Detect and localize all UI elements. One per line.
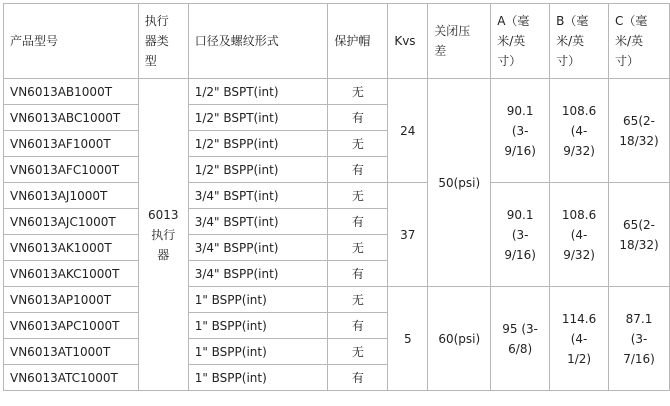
- model-cell: VN6013AJ1000T: [4, 183, 139, 209]
- dim-line: 9/32): [563, 143, 595, 158]
- cap-cell: 无: [328, 183, 388, 209]
- dim-line: 95 (3-: [502, 321, 539, 336]
- dim-line: 108.6: [561, 207, 597, 222]
- cap-cell: 无: [328, 131, 388, 157]
- dim-line: 65(2-: [623, 113, 655, 128]
- dim-line: 90.1: [506, 103, 534, 118]
- actuator-line: 6013: [147, 207, 179, 222]
- dim-line: 90.1: [506, 207, 534, 222]
- cap-cell: 有: [328, 365, 388, 391]
- dim-line: 9/16): [504, 143, 536, 158]
- table-row: [4, 79, 670, 105]
- header-a: [491, 4, 550, 79]
- cap-cell: 有: [328, 157, 388, 183]
- dim-line: (3-: [630, 331, 648, 346]
- model-cell: VN6013AP1000T: [4, 287, 139, 313]
- header-port: 口径及螺纹形式: [188, 4, 328, 79]
- dim-line: (3-: [511, 227, 529, 242]
- header-actuator-type: [138, 4, 188, 79]
- port-cell: 1" BSPP(int): [188, 287, 328, 313]
- port-cell: 1" BSPP(int): [188, 339, 328, 365]
- cap-cell: 无: [328, 235, 388, 261]
- port-cell: 3/4" BSPP(int): [188, 261, 328, 287]
- cap-cell: 有: [328, 261, 388, 287]
- model-cell: VN6013APC1000T: [4, 313, 139, 339]
- dim-line: 6/8): [508, 341, 533, 356]
- dim-line: 9/16): [504, 247, 536, 262]
- port-cell: 1/2" BSPP(int): [188, 131, 328, 157]
- dim-c-cell: [609, 183, 670, 287]
- header-cap: 保护帽: [328, 4, 388, 79]
- model-cell: VN6013AJC1000T: [4, 209, 139, 235]
- actuator-line: 执行: [151, 227, 176, 242]
- header-row: [4, 4, 670, 79]
- dim-line: (3-: [511, 123, 529, 138]
- dim-line: 7/16): [623, 351, 655, 366]
- port-cell: 1/2" BSPP(int): [188, 157, 328, 183]
- header-c-line: 寸）: [615, 54, 640, 68]
- dim-a-cell: [491, 287, 550, 391]
- model-cell: VN6013ATC1000T: [4, 365, 139, 391]
- dim-line: 108.6: [561, 103, 597, 118]
- dim-line: (4-: [570, 123, 588, 138]
- model-cell: VN6013AK1000T: [4, 235, 139, 261]
- product-spec-table: [3, 3, 670, 391]
- cap-cell: 有: [328, 105, 388, 131]
- dim-line: 18/32): [619, 237, 659, 252]
- dim-b-cell: [550, 183, 609, 287]
- header-c-line: C（毫: [615, 14, 648, 28]
- header-a-line: 寸）: [497, 54, 522, 68]
- cap-cell: 有: [328, 209, 388, 235]
- header-c: [609, 4, 670, 79]
- header-kvs: Kvs: [388, 4, 428, 79]
- header-actuator-line: 型: [144, 54, 157, 68]
- header-actuator-line: 器类: [144, 34, 169, 48]
- model-cell: VN6013AT1000T: [4, 339, 139, 365]
- dim-a-cell: [491, 183, 550, 287]
- dim-a-cell: [491, 79, 550, 183]
- dim-line: 9/32): [563, 247, 595, 262]
- port-cell: 1" BSPP(int): [188, 313, 328, 339]
- header-close-pressure: [428, 4, 491, 79]
- dim-b-cell: [550, 79, 609, 183]
- pressure-cell: 60(psi): [428, 287, 491, 391]
- header-c-line: 米/英: [615, 34, 644, 48]
- cap-cell: 有: [328, 313, 388, 339]
- actuator-line: 器: [157, 247, 170, 262]
- header-a-line: 米/英: [497, 34, 526, 48]
- header-pressure-line: 关闭压: [434, 24, 471, 38]
- model-cell: VN6013AFC1000T: [4, 157, 139, 183]
- header-b-line: 米/英: [556, 34, 585, 48]
- header-a-line: A（毫: [497, 14, 530, 28]
- dim-line: 65(2-: [623, 217, 655, 232]
- dim-line: 114.6: [561, 311, 597, 326]
- port-cell: 3/4" BSPP(int): [188, 235, 328, 261]
- dim-line: 87.1: [625, 311, 653, 326]
- header-b-line: 寸）: [556, 54, 581, 68]
- dim-line: (4-: [570, 227, 588, 242]
- kvs-cell: 5: [388, 287, 428, 391]
- port-cell: 1/2" BSPT(int): [188, 105, 328, 131]
- model-cell: VN6013AB1000T: [4, 79, 139, 105]
- header-model: 产品型号: [4, 4, 139, 79]
- header-b: [550, 4, 609, 79]
- dim-line: (4-: [570, 331, 588, 346]
- kvs-cell: 24: [388, 79, 428, 183]
- actuator-cell: [138, 79, 188, 391]
- model-cell: VN6013AF1000T: [4, 131, 139, 157]
- cap-cell: 无: [328, 287, 388, 313]
- port-cell: 1" BSPP(int): [188, 365, 328, 391]
- cap-cell: 无: [328, 79, 388, 105]
- dim-line: 18/32): [619, 133, 659, 148]
- header-actuator-line: 执行: [144, 14, 169, 28]
- pressure-cell: 50(psi): [428, 79, 491, 287]
- dim-c-cell: [609, 287, 670, 391]
- header-pressure-line: 差: [434, 44, 447, 58]
- dim-b-cell: [550, 287, 609, 391]
- cap-cell: 无: [328, 339, 388, 365]
- kvs-cell: 37: [388, 183, 428, 287]
- table-row: [4, 183, 670, 209]
- model-cell: VN6013AKC1000T: [4, 261, 139, 287]
- dim-line: 1/2): [567, 351, 592, 366]
- port-cell: 3/4" BSPT(int): [188, 183, 328, 209]
- port-cell: 1/2" BSPT(int): [188, 79, 328, 105]
- table-row: [4, 287, 670, 313]
- model-cell: VN6013ABC1000T: [4, 105, 139, 131]
- port-cell: 3/4" BSPT(int): [188, 209, 328, 235]
- header-b-line: B（毫: [556, 14, 589, 28]
- dim-c-cell: [609, 79, 670, 183]
